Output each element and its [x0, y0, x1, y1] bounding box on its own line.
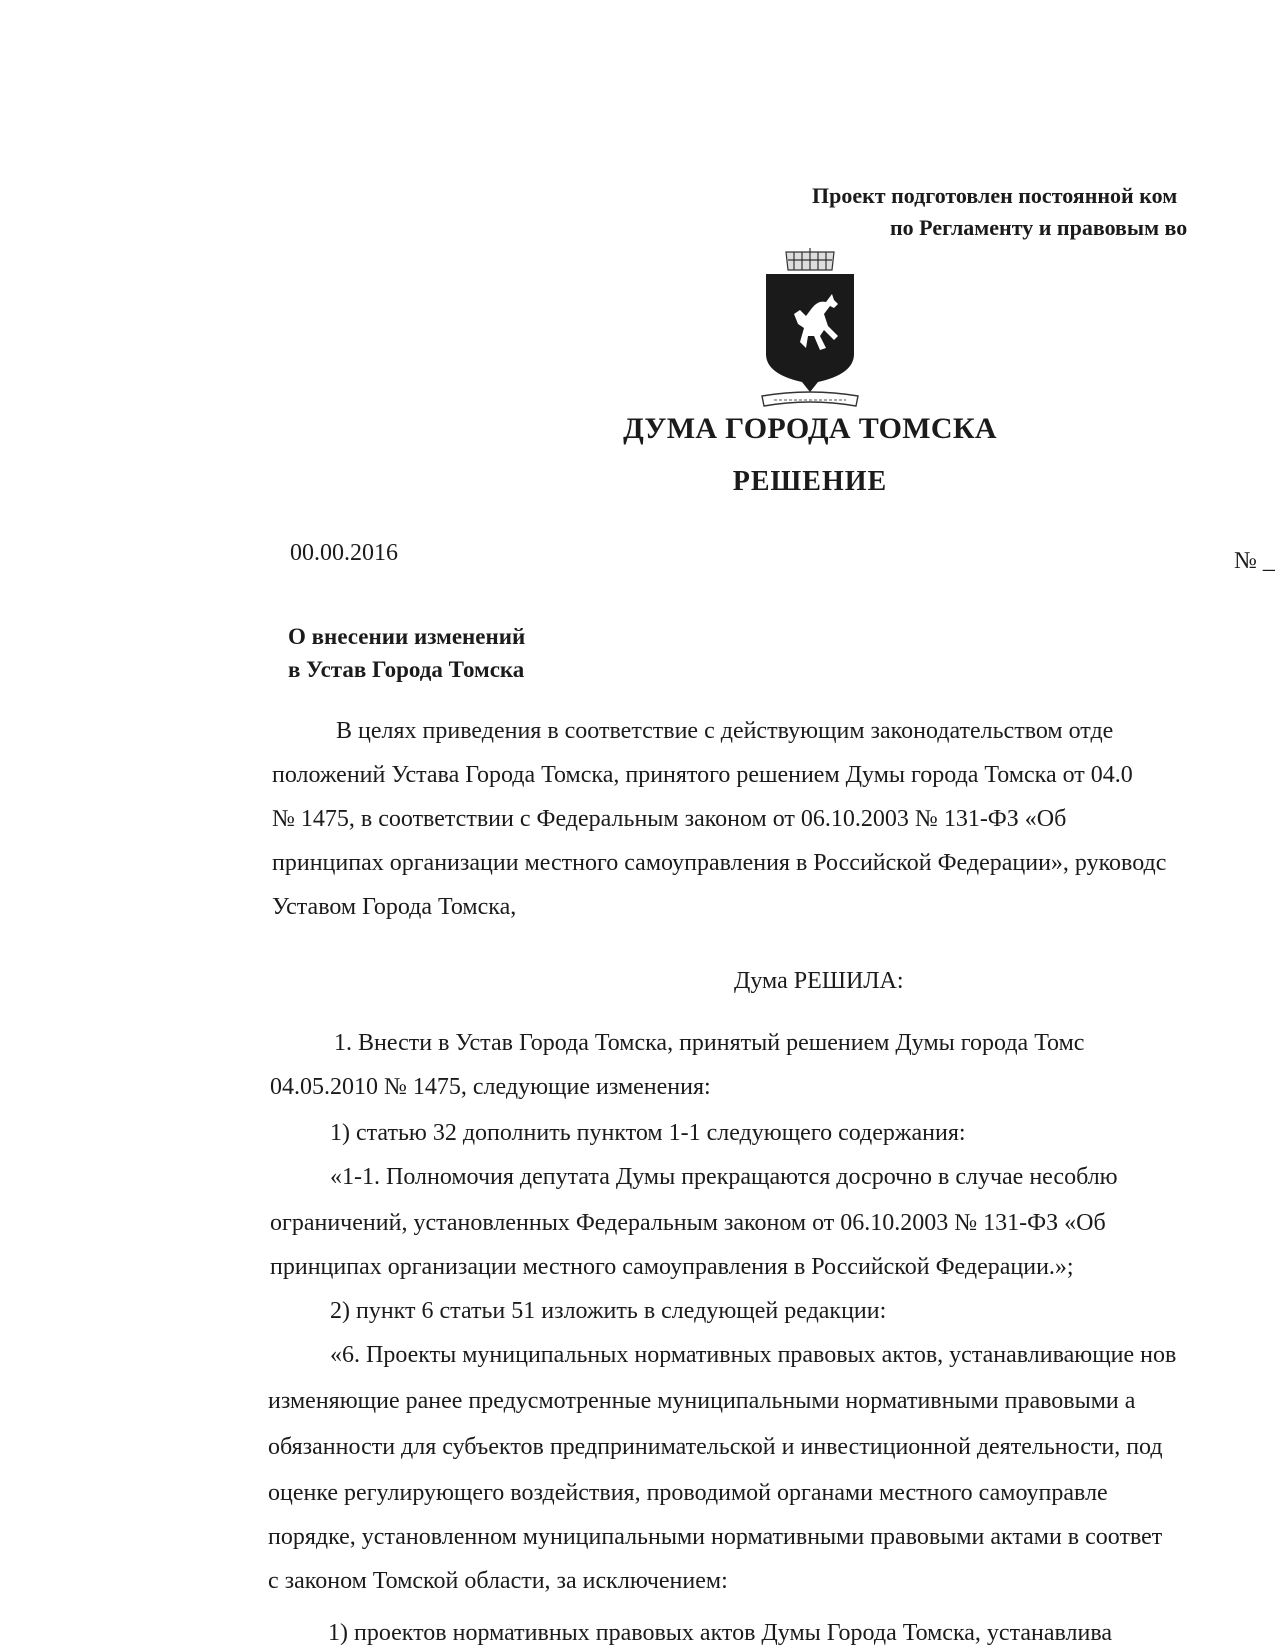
- preamble-line-2: положений Устава Города Томска, принятого решением Думы города Томска от 04.0: [272, 762, 1133, 788]
- header-note-line-1: Проект подготовлен постоянной ком: [812, 183, 1178, 208]
- document-subject: [288, 620, 525, 686]
- organization-title: ДУМА ГОРОДА ТОМСКА: [623, 412, 997, 445]
- item-line-4: «1-1. Полномочия депутата Думы прекращаются досрочно в случае несоблю: [330, 1164, 1118, 1190]
- item-line-6: принципах организации местного самоуправления в Российской Федерации.»;: [270, 1254, 1074, 1280]
- item-line-1: 1. Внести в Устав Города Томска, принятый решением Думы города Томс: [334, 1030, 1085, 1056]
- subject-line-1: О внесении изменений: [288, 624, 526, 649]
- preamble-line-4: принципах организации местного самоуправления в Российской Федерации», руководс: [272, 850, 1167, 876]
- item-line-10: обязанности для субъектов предпринимательской и инвестиционной деятельности, под: [268, 1434, 1163, 1460]
- item-line-9: изменяющие ранее предусмотренные муниципальными нормативными правовыми а: [268, 1388, 1136, 1414]
- preamble-line-5: Уставом Города Томска,: [272, 894, 517, 920]
- decision-heading: Дума РЕШИЛА:: [734, 968, 904, 994]
- document-date: 00.00.2016: [290, 540, 398, 566]
- item-line-2: 04.05.2010 № 1475, следующие изменения:: [270, 1074, 711, 1100]
- item-line-11: оценке регулирующего воздействия, проводимой органами местного самоуправле: [268, 1480, 1108, 1506]
- header-note-line-2: по Регламенту и правовым во: [890, 215, 1188, 240]
- tomsk-coat-of-arms-icon: [760, 244, 860, 412]
- item-line-8: «6. Проекты муниципальных нормативных правовых актов, устанавливающие нов: [330, 1342, 1177, 1368]
- subject-line-2: в Устав Города Томска: [288, 657, 525, 682]
- preamble-line-1: В целях приведения в соответствие с действующим законодательством отде: [336, 718, 1114, 744]
- item-line-3: 1) статью 32 дополнить пунктом 1-1 следующего содержания:: [330, 1120, 966, 1146]
- item-line-7: 2) пункт 6 статьи 51 изложить в следующей редакции:: [330, 1298, 887, 1324]
- item-line-14: 1) проектов нормативных правовых актов Думы Города Томска, устанавлива: [328, 1620, 1112, 1646]
- preamble-line-3: № 1475, в соответствии с Федеральным законом от 06.10.2003 № 131-ФЗ «Об: [272, 806, 1067, 832]
- item-line-12: порядке, установленном муниципальными нормативными правовыми актами в соответ: [268, 1524, 1163, 1550]
- document-type: РЕШЕНИЕ: [732, 466, 888, 497]
- item-line-13: с законом Томской области, за исключением:: [268, 1568, 728, 1594]
- item-line-5: ограничений, установленных Федеральным законом от 06.10.2003 № 131-ФЗ «Об: [270, 1210, 1106, 1236]
- document-number: № _: [1234, 548, 1275, 574]
